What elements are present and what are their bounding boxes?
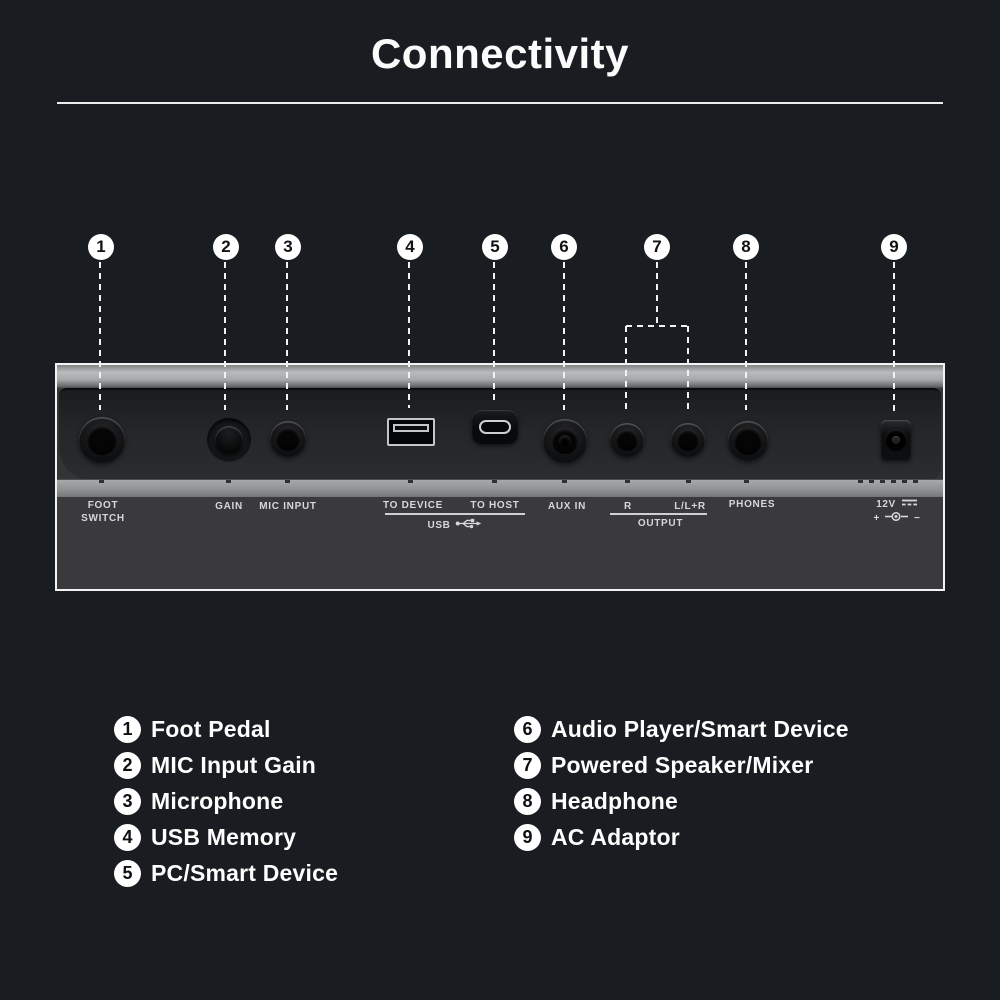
to-host-label: TO HOST	[470, 500, 520, 511]
legend-badge-9: 9	[514, 824, 541, 851]
legend-badge-4: 4	[114, 824, 141, 851]
ledge-tick	[226, 480, 231, 483]
ledge-vent	[902, 480, 907, 483]
ledge-tick	[285, 480, 290, 483]
callout-5: 5	[482, 234, 508, 260]
dc-voltage-caption	[866, 498, 928, 510]
legend-label-5: PC/Smart Device	[151, 859, 339, 886]
legend-label-3: Microphone	[151, 787, 284, 814]
title-divider	[57, 102, 943, 104]
leader-line-7-branch	[626, 325, 689, 327]
foot-switch-label: FOOT SWITCH	[81, 500, 125, 524]
legend-label-4: USB Memory	[151, 823, 297, 850]
output-label: OUTPUT	[637, 518, 684, 529]
ledge-vent	[858, 480, 863, 483]
legend-item-5	[114, 859, 338, 887]
leader-line-2	[224, 262, 226, 410]
gain-knob	[215, 426, 243, 454]
legend-badge-6: 6	[514, 716, 541, 743]
callout-1: 1	[88, 234, 114, 260]
legend-badge-5: 5	[114, 860, 141, 887]
usb-group-caption	[405, 517, 505, 533]
ledge-tick	[408, 480, 413, 483]
polarity-center-positive-icon	[885, 511, 909, 525]
legend-item-2	[114, 751, 316, 779]
usb-to-device-tongue	[393, 424, 429, 432]
dc-polarity-caption	[866, 511, 928, 525]
output-r-jack-hole	[616, 429, 638, 451]
mic-input-label: MIC INPUT	[259, 501, 317, 512]
gain-label: GAIN	[215, 501, 243, 512]
leader-line-6	[563, 262, 565, 410]
legend-item-3	[114, 787, 283, 815]
leader-line-7-right	[687, 326, 689, 412]
leader-line-3	[286, 262, 288, 410]
ledge-tick	[744, 480, 749, 483]
legend-label-8: Headphone	[551, 787, 679, 814]
usb-icon	[455, 517, 482, 533]
ledge-tick	[562, 480, 567, 483]
legend-item-1	[114, 715, 271, 743]
to-device-label: TO DEVICE	[382, 500, 444, 511]
output-group-underline	[610, 513, 707, 515]
output-r-label: R	[624, 501, 632, 512]
leader-line-7-stem	[656, 262, 658, 326]
legend-label-6: Audio Player/Smart Device	[551, 715, 849, 742]
output-l-jack-hole	[677, 429, 699, 451]
ledge-vent	[891, 480, 896, 483]
dc-plus-label: +	[873, 512, 880, 524]
ledge-tick	[686, 480, 691, 483]
legend-label-9: AC Adaptor	[551, 823, 680, 850]
usb-group-underline	[385, 513, 525, 515]
legend-badge-1: 1	[114, 716, 141, 743]
callout-4: 4	[397, 234, 423, 260]
legend-label-2: MIC Input Gain	[151, 751, 317, 778]
panel-ledge	[57, 479, 943, 498]
legend-item-9	[514, 823, 680, 851]
legend-badge-2: 2	[114, 752, 141, 779]
legend-item-4	[114, 823, 296, 851]
legend-item-6	[514, 715, 849, 743]
leader-line-8	[745, 262, 747, 410]
leader-line-1	[99, 262, 101, 410]
dc-voltage-label: 12V	[876, 498, 896, 510]
legend-item-8	[514, 787, 678, 815]
ledge-vent	[913, 480, 918, 483]
mic-input-jack-hole	[276, 427, 300, 451]
phones-label: PHONES	[728, 499, 776, 510]
usb-to-host-pill	[479, 420, 511, 434]
usb-label: USB	[427, 519, 451, 531]
ledge-tick	[625, 480, 630, 483]
dc-in-pin	[892, 436, 900, 444]
legend-badge-3: 3	[114, 788, 141, 815]
ledge-tick	[99, 480, 104, 483]
callout-8: 8	[733, 234, 759, 260]
callout-6: 6	[551, 234, 577, 260]
foot-switch-jack-hole	[87, 425, 117, 455]
leader-line-9	[893, 262, 895, 412]
legend-label-1: Foot Pedal	[151, 715, 271, 742]
usb-to-device-port	[387, 418, 435, 446]
aux-in-jack-hole	[559, 435, 571, 447]
legend-item-7	[514, 751, 813, 779]
ledge-tick	[492, 480, 497, 483]
phones-jack-hole	[734, 427, 762, 455]
legend-label-7: Powered Speaker/Mixer	[551, 751, 814, 778]
callout-9: 9	[881, 234, 907, 260]
output-l-label: L/L+R	[674, 501, 706, 512]
callout-7: 7	[644, 234, 670, 260]
callout-3: 3	[275, 234, 301, 260]
dc-current-icon	[901, 498, 918, 510]
legend-badge-7: 7	[514, 752, 541, 779]
ledge-vent	[869, 480, 874, 483]
page-title: Connectivity	[370, 30, 630, 77]
leader-line-4	[408, 262, 410, 408]
leader-line-7-left	[625, 326, 627, 412]
panel-top-edge	[57, 365, 943, 389]
leader-line-5	[493, 262, 495, 404]
ledge-vent	[880, 480, 885, 483]
legend-badge-8: 8	[514, 788, 541, 815]
aux-in-label: AUX IN	[547, 501, 587, 512]
dc-minus-label: −	[914, 512, 921, 524]
callout-2: 2	[213, 234, 239, 260]
